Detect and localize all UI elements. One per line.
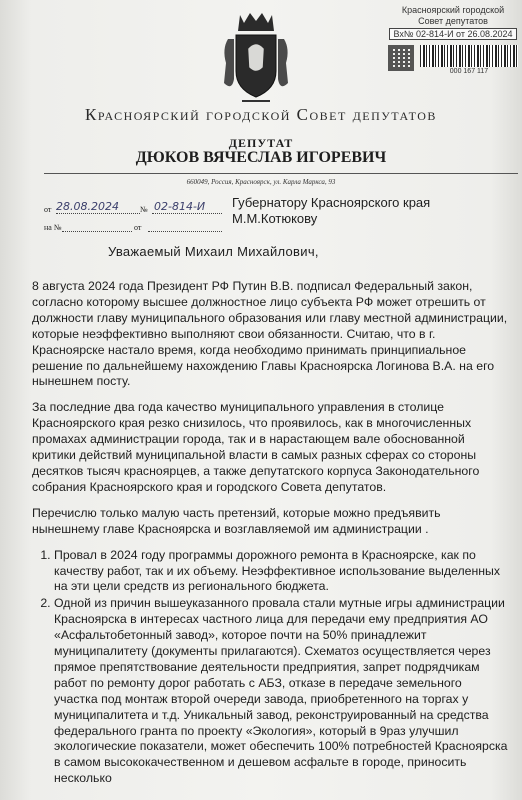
outgoing-number-handwritten: 02-814-И xyxy=(154,200,206,213)
organization-title: Красноярский городской Совет депутатов xyxy=(85,105,437,124)
paragraph: Перечислю только малую часть претензий, которые можно предъявить нынешнему главе Красноярска и возглавляемой им администрации . xyxy=(32,505,441,536)
registration-stamp xyxy=(389,5,517,27)
paragraph: 8 августа 2024 года Президент РФ Путин В.В. подписал Федеральный закон, согласно которому высшее должностное лицо субъекта РФ может отрешить от должности главу муниципального образования или главу местной администрации, которые неэффективно выполняют свои обязанности. Считаю, что в г. Красноярске настало время, когда необходимо принимать принципиальное решение по дальнейшему нахождению Главы Красноярска Логинова В.А. на его нынешнем посту. xyxy=(32,279,508,389)
reply-to-number-label: на № xyxy=(44,223,62,232)
addressee-name: М.М.Котюкову xyxy=(232,211,318,226)
stamp-org-line2: Совет депутатов xyxy=(418,16,488,26)
reply-date-underline xyxy=(148,231,222,232)
outgoing-date-label: от xyxy=(44,205,52,214)
header-divider xyxy=(44,173,518,174)
outgoing-number-label: № xyxy=(140,205,148,214)
paragraph: За последние два года качество муниципального управления в столице Красноярского края резко снизилось, что проявилось, как в многочисленных промахах администрации города, так и в нарастающем вале обоснованной критики действий муниципальной власти в самых разных сферах со стороны десятков тысяч красноярцев, а также депутатского корпуса Законодательного собрания Красноярского края и городского Совета депутатов. xyxy=(32,400,480,494)
coat-of-arms-icon xyxy=(222,9,290,105)
outgoing-date-handwritten: 28.08.2024 xyxy=(56,200,119,213)
barcode-icon xyxy=(420,45,518,67)
deputy-name: ДЮКОВ ВЯЧЕСЛАВ ИГОРЕВИЧ xyxy=(135,149,387,166)
barcode-number: 000 167 117 xyxy=(449,68,489,75)
stamp-org-line1: Красноярский городской xyxy=(401,5,505,15)
reply-date-label: от xyxy=(134,223,142,232)
complaints-list xyxy=(32,548,508,788)
list-item: 2. Одной из причин вышеуказанного провала стали мутные игры администрации Красноярска в интересах частного лица для передачи ему предприятия АО «Асфальтобетонный завод», которое почти на 50% принадлежит муниципалитету (документы прилагаются). Схематоз осуществляется через прямое препятствование деятельности предприятия, запрет подрядчикам работ по ремонту дорог работать с АБЗ, отказе в передаче земельного участка под монтаж второй очереди завода, приобретенного на торгах у муниципалитета и т.д. Уникальный завод, реконструированный на средства федерального гранта по проекту «Экология», который в 9раз улучшил экологические показатели, может обеспечить 100% потребностей Красноярска в самом высококачественном и дешевом асфальте в городе, приносить несколько xyxy=(54,596,508,787)
sender-address: 660049, Россия, Красноярск, ул. Карла Маркса, 93 xyxy=(186,178,336,186)
deputy-label: ДЕПУТАТ xyxy=(228,136,294,150)
stamp-registration-number: Вх№ 02-814-И от 26.08.2024 xyxy=(389,28,517,40)
reply-number-underline xyxy=(62,231,132,232)
qr-code-icon xyxy=(388,45,414,71)
addressee-position: Губернатору Красноярского края xyxy=(232,195,431,210)
number-underline xyxy=(152,213,222,214)
list-item: 1. Провал в 2024 году программы дорожного ремонта в Красноярске, как по качеству работ, так и их объему. Неэффективное использование выделенных на эти цели средств из регионального бюджета. xyxy=(54,548,508,596)
letter-body xyxy=(32,279,508,788)
addressee-block xyxy=(232,195,430,227)
date-underline xyxy=(56,213,140,214)
salutation: Уважаемый Михаил Михайлович, xyxy=(108,244,319,259)
